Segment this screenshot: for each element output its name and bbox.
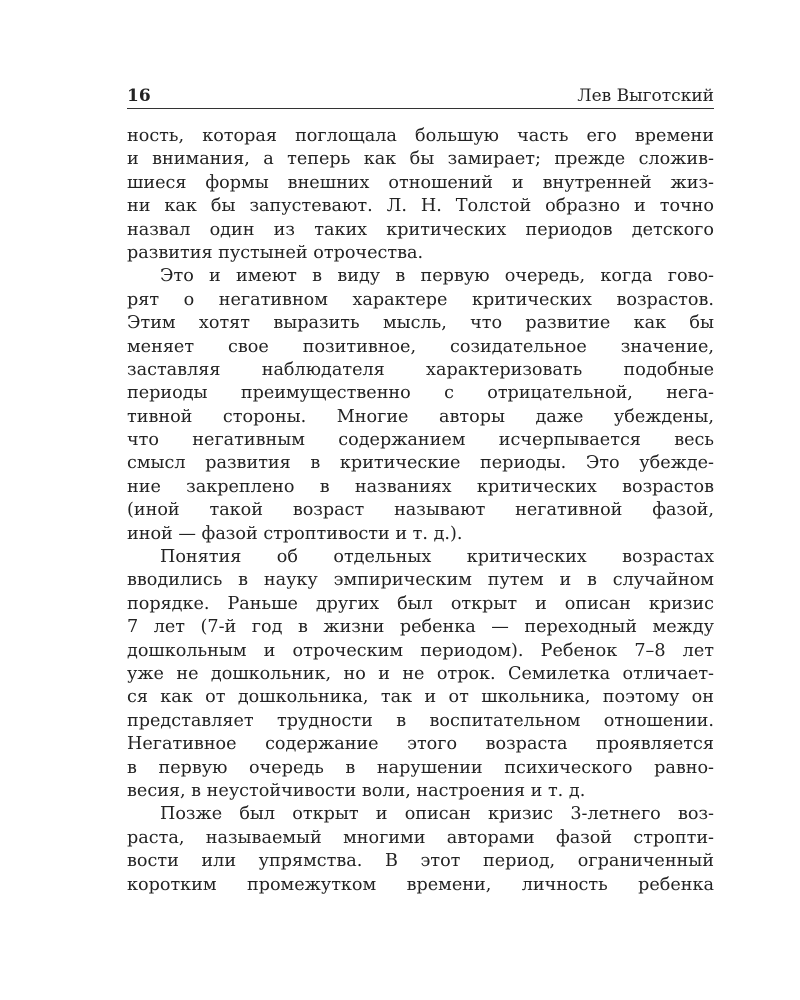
text-line: тивной стороны. Многие авторы даже убеждены, — [127, 406, 714, 427]
header-rule — [127, 108, 714, 109]
text-line: Это и имеют в виду в первую очередь, когда гово- — [160, 266, 714, 287]
text-line: развития пустыней отрочества. — [127, 242, 424, 263]
text-line: вости или упрямства. В этот период, ограниченный — [127, 851, 714, 872]
text-line: представляет трудности в воспитательном отношении. — [127, 710, 714, 731]
text-line: вводились в науку эмпирическим путем и в случайном — [127, 570, 714, 591]
text-line: периоды преимущественно с отрицательной, нега- — [127, 383, 714, 404]
text-line: Позже был открыт и описан кризис 3-летнего воз- — [160, 804, 714, 825]
text-line: смысл развития в критические периоды. Это убежде- — [127, 453, 714, 474]
text-line: ся как от дошкольника, так и от школьника, поэтому он — [127, 687, 714, 708]
text-line: Негативное содержание этого возраста проявляется — [127, 734, 714, 755]
running-head — [127, 78, 714, 106]
text-line: порядке. Раньше других был открыт и описан кризис — [127, 593, 714, 614]
text-line: 7 лет (7-й год в жизни ребенка — переходный между — [127, 617, 714, 638]
text-line: шиеся формы внешних отношений и внутренней жиз- — [127, 172, 714, 193]
text-line: и внимания, а теперь как бы замирает; прежде сложив- — [127, 149, 714, 170]
book-page — [127, 0, 714, 1000]
text-line: Этим хотят выразить мысль, что развитие как бы — [127, 313, 714, 334]
text-line: заставляя наблюдателя характеризовать подобные — [127, 359, 714, 380]
text-line: что негативным содержанием исчерпывается весь — [127, 430, 714, 451]
text-line: ние закреплено в названиях критических возрастов — [127, 476, 714, 497]
text-line: меняет свое позитивное, созидательное значение, — [127, 336, 714, 357]
text-line: назвал один из таких критических периодов детского — [127, 219, 714, 240]
text-line: ни как бы запустевают. Л. Н. Толстой образно и точно — [127, 196, 714, 217]
text-line: иной — фазой строптивости и т. д.). — [127, 523, 463, 544]
text-line: в первую очередь в нарушении психического равно- — [127, 757, 714, 778]
body-text — [127, 125, 714, 897]
text-line: дошкольным и отроческим периодом). Ребенок 7–8 лет — [127, 640, 714, 661]
text-line: раста, называемый многими авторами фазой стропти- — [127, 827, 714, 848]
page-number: 16 — [127, 86, 151, 106]
text-line: весия, в неустойчивости воли, настроения и т. д. — [127, 780, 586, 801]
text-line: уже не дошкольник, но и не отрок. Семилетка отличает- — [127, 663, 714, 684]
text-line: рят о негативном характере критических возрастов. — [127, 289, 714, 310]
text-line: Понятия об отдельных критических возрастах — [160, 547, 714, 568]
text-line: коротким промежутком времени, личность ребенка — [127, 874, 714, 895]
text-line: (иной такой возраст называют негативной фазой, — [127, 500, 714, 521]
text-line: ность, которая поглощала большую часть его времени — [127, 126, 714, 146]
running-title: Лев Выготский — [577, 86, 714, 106]
